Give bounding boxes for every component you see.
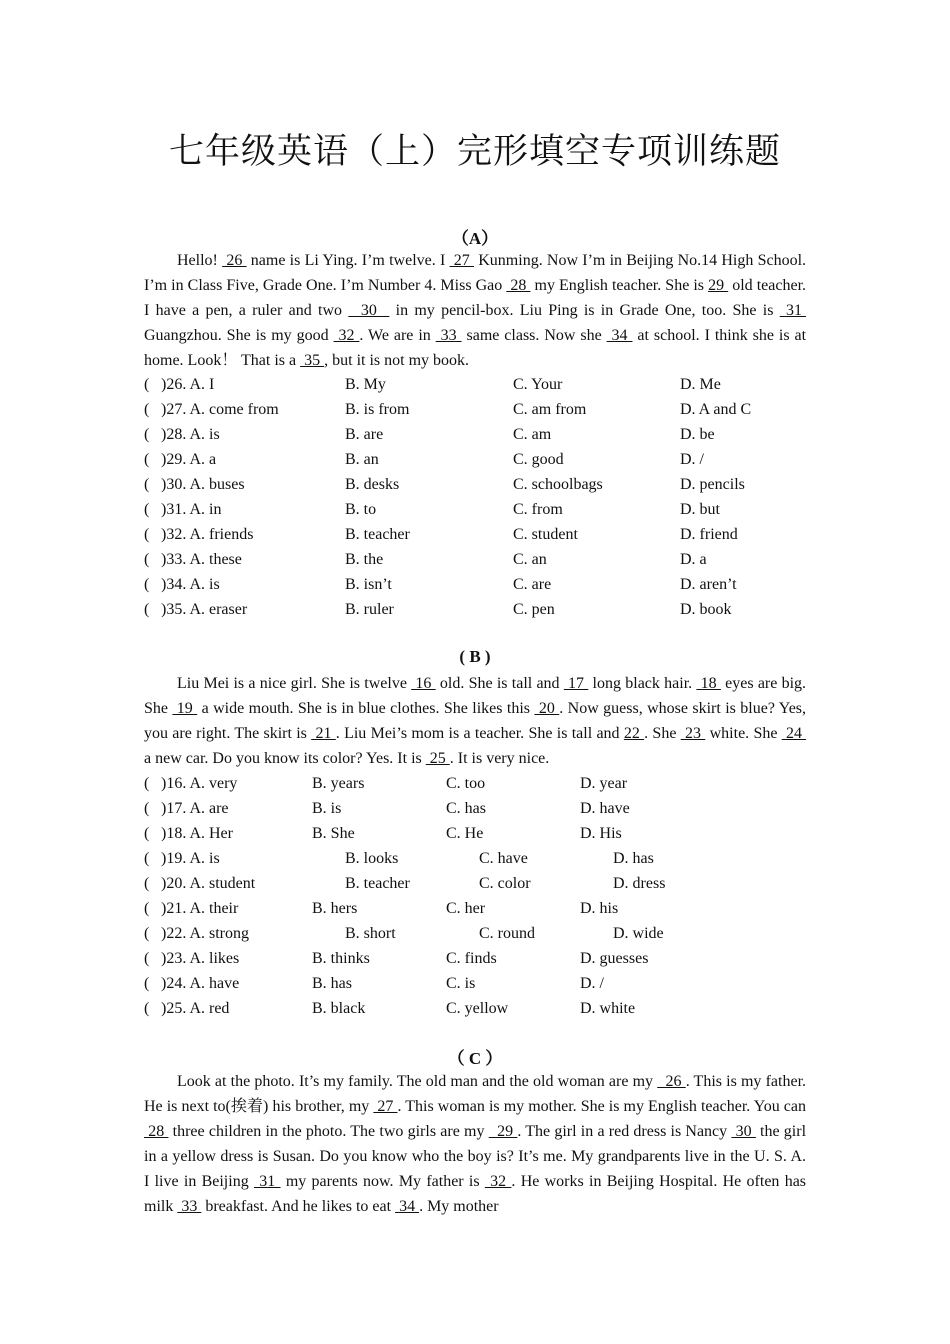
answer-paren: (	[144, 526, 150, 543]
passage-text: same class. Now she	[461, 327, 607, 344]
option-c: C. pen	[513, 601, 555, 618]
answer-blank: 30	[348, 302, 390, 319]
question-row	[144, 522, 806, 547]
answer-blank: 25	[425, 750, 450, 767]
option-b: B. is from	[345, 401, 410, 418]
section-a-passage	[144, 248, 806, 373]
answer-blank: 30	[731, 1123, 756, 1140]
option-d: D. has	[613, 850, 654, 867]
question-row	[144, 871, 806, 896]
option-d: D. friend	[680, 526, 738, 543]
answer-blank: 26	[657, 1073, 686, 1090]
question-row	[144, 971, 806, 996]
option-b: B. short	[345, 925, 396, 942]
option-d: D. aren’t	[680, 576, 737, 593]
section-a-heading: （A）	[451, 229, 499, 248]
passage-text: name is Li Ying. I’m twelve. I	[246, 252, 450, 269]
question-stem: )16. A. very	[161, 775, 238, 792]
answer-blank: 32	[333, 327, 360, 344]
answer-blank: 33	[177, 1198, 202, 1215]
passage-text: in my pencil-box. Liu Ping is in Grade One, too. She is	[389, 302, 780, 319]
answer-blank: 19	[172, 700, 198, 717]
passage-text: Kunming. Now I’m in Beijing No.14 High School. I’m in Class Five, Grade One. I’m Number 4. Miss Gao	[144, 252, 807, 294]
answer-paren: (	[144, 451, 150, 468]
option-b: B. to	[345, 501, 377, 518]
option-c: C. am	[513, 426, 552, 443]
passage-text: . We are in	[359, 327, 436, 344]
question-stem: )22. A. strong	[161, 925, 249, 942]
question-stem: )27. A. come from	[161, 401, 279, 418]
section-a-questions	[144, 372, 806, 622]
answer-blank: 31	[779, 302, 807, 319]
answer-paren: (	[144, 576, 150, 593]
option-c: C. her	[446, 900, 486, 917]
option-b: B. ruler	[345, 601, 394, 618]
option-c: C. am from	[513, 401, 587, 418]
option-b: B. isn’t	[345, 576, 392, 593]
answer-blank: 17	[563, 675, 589, 692]
passage-text: Guangzhou. She is my good	[144, 327, 334, 344]
passage-text: . He works in Beijing Hospital. He often has milk	[144, 1173, 807, 1215]
question-stem: )26. A. I	[161, 376, 215, 393]
passage-text: Hello!	[177, 252, 223, 269]
option-d: D. have	[580, 800, 630, 817]
answer-paren: (	[144, 800, 150, 817]
passage-text: old teacher. I have a pen, a ruler and two	[144, 277, 807, 319]
answer-paren: (	[144, 601, 150, 618]
question-stem: )23. A. likes	[161, 950, 240, 967]
option-b: B. She	[312, 825, 355, 842]
question-stem: )17. A. are	[161, 800, 229, 817]
answer-blank: 23	[680, 725, 706, 742]
passage-text: old. She is tall and	[435, 675, 564, 692]
question-stem: )28. A. is	[161, 426, 220, 443]
option-d: D. Me	[680, 376, 721, 393]
question-row	[144, 422, 806, 447]
question-row	[144, 921, 806, 946]
answer-blank: 27	[373, 1098, 398, 1115]
question-row	[144, 771, 806, 796]
question-stem: )24. A. have	[161, 975, 240, 992]
option-b: B. My	[345, 376, 386, 393]
answer-paren: (	[144, 975, 150, 992]
question-row	[144, 572, 806, 597]
answer-paren: (	[144, 775, 150, 792]
passage-text: . She	[644, 725, 681, 742]
option-d: D. pencils	[680, 476, 745, 493]
option-b: B. desks	[345, 476, 400, 493]
answer-paren: (	[144, 850, 150, 867]
answer-blank: 21	[311, 725, 336, 742]
option-c: C. Your	[513, 376, 563, 393]
option-d: D. be	[680, 426, 715, 443]
answer-blank: 29	[488, 1123, 518, 1140]
question-stem: )19. A. is	[161, 850, 220, 867]
passage-text: . This is my father. He is next to(挨着) his brother, my	[144, 1073, 807, 1115]
option-c: C. good	[513, 451, 564, 468]
question-row	[144, 497, 806, 522]
question-row	[144, 472, 806, 497]
answer-blank: 31	[253, 1173, 281, 1190]
option-c: C. too	[446, 775, 486, 792]
answer-blank: 34	[395, 1198, 420, 1215]
answer-blank: 35	[300, 352, 325, 369]
passage-text: white. She	[705, 725, 782, 742]
question-row	[144, 896, 806, 921]
answer-blank: 24	[781, 725, 807, 742]
passage-text: a new car. Do you know its color? Yes. It is	[144, 750, 426, 767]
passage-text: the girl in a yellow dress is Susan. Do you know who the boy is? It’s me. My grandparents live in the U. S. A. I live in Beijing	[144, 1123, 807, 1190]
option-d: D. a	[680, 551, 707, 568]
answer-blank: 32	[484, 1173, 512, 1190]
passage-text: , but it is not my book.	[324, 352, 470, 369]
answer-blank: 33	[435, 327, 462, 344]
question-stem: )35. A. eraser	[161, 601, 248, 618]
option-b: B. years	[312, 775, 365, 792]
answer-blank: 28	[144, 1123, 169, 1140]
option-b: B. looks	[345, 850, 399, 867]
answer-paren: (	[144, 1000, 150, 1017]
option-d: D. /	[580, 975, 604, 992]
section-b-passage	[144, 671, 806, 771]
question-stem: )33. A. these	[161, 551, 242, 568]
passage-text: long black hair.	[588, 675, 697, 692]
question-row	[144, 946, 806, 971]
answer-paren: (	[144, 551, 150, 568]
option-d: D. book	[680, 601, 732, 618]
answer-paren: (	[144, 825, 150, 842]
answer-paren: (	[144, 426, 150, 443]
question-row	[144, 846, 806, 871]
passage-text: breakfast. And he likes to eat	[201, 1198, 396, 1215]
question-stem: )32. A. friends	[161, 526, 254, 543]
answer-blank: 28	[506, 277, 531, 294]
option-c: C. from	[513, 501, 563, 518]
passage-text: . It is very nice.	[449, 750, 550, 767]
option-d: D. His	[580, 825, 622, 842]
answer-blank: 34	[606, 327, 633, 344]
question-row	[144, 397, 806, 422]
passage-text: Look at the photo. It’s my family. The old man and the old woman are my	[177, 1073, 658, 1090]
answer-paren: (	[144, 501, 150, 518]
answer-blank: 20	[534, 700, 560, 717]
option-b: B. hers	[312, 900, 358, 917]
answer-blank: 22	[623, 725, 645, 742]
option-b: B. the	[345, 551, 384, 568]
option-b: B. is	[312, 800, 342, 817]
answer-paren: (	[144, 401, 150, 418]
option-b: B. thinks	[312, 950, 370, 967]
question-stem: )31. A. in	[161, 501, 222, 518]
option-b: B. black	[312, 1000, 366, 1017]
page-title: 七年级英语（上）完形填空专项训练题	[168, 132, 781, 172]
question-row	[144, 821, 806, 846]
answer-paren: (	[144, 925, 150, 942]
option-d: D. /	[680, 451, 704, 468]
question-stem: )34. A. is	[161, 576, 220, 593]
option-c: C. has	[446, 800, 486, 817]
passage-text: a wide mouth. She is in blue clothes. She likes this	[197, 700, 535, 717]
option-c: C. schoolbags	[513, 476, 603, 493]
option-b: B. teacher	[345, 875, 410, 892]
passage-text: eyes are big. She	[144, 675, 807, 717]
option-c: C. yellow	[446, 1000, 509, 1017]
answer-blank: 18	[696, 675, 721, 692]
option-c: C. He	[446, 825, 484, 842]
option-d: D. white	[580, 1000, 636, 1017]
question-row	[144, 597, 806, 622]
question-row	[144, 796, 806, 821]
option-d: D. guesses	[580, 950, 649, 967]
passage-text: my parents now. My father is	[280, 1173, 485, 1190]
passage-text: at school. I think she is at home. Look！ That is a	[144, 327, 807, 369]
question-stem: )29. A. a	[161, 451, 217, 468]
option-b: B. are	[345, 426, 384, 443]
passage-text: . The girl in a red dress is Nancy	[517, 1123, 732, 1140]
option-d: D. wide	[613, 925, 664, 942]
option-d: D. dress	[613, 875, 666, 892]
passage-text: Liu Mei is a nice girl. She is twelve	[177, 675, 412, 692]
option-c: C. round	[479, 925, 535, 942]
question-row	[144, 447, 806, 472]
question-row	[144, 547, 806, 572]
question-stem: )21. A. their	[161, 900, 239, 917]
option-b: B. teacher	[345, 526, 410, 543]
section-c-passage	[144, 1069, 806, 1219]
section-b-questions	[144, 771, 806, 1021]
passage-text: three children in the photo. The two girls are my	[168, 1123, 489, 1140]
section-c-heading: （ C ）	[447, 1049, 503, 1068]
question-stem: )20. A. student	[161, 875, 256, 892]
question-stem: )25. A. red	[161, 1000, 230, 1017]
option-b: B. an	[345, 451, 379, 468]
passage-text: . This woman is my mother. She is my English teacher. You can	[397, 1098, 806, 1115]
passage-text: . Liu Mei’s mom is a teacher. She is tall and	[335, 725, 624, 742]
option-d: D. but	[680, 501, 720, 518]
passage-text: my English teacher. She is	[530, 277, 709, 294]
option-c: C. have	[479, 850, 528, 867]
passage-text: . My mother	[419, 1198, 499, 1215]
question-row	[144, 372, 806, 397]
answer-paren: (	[144, 376, 150, 393]
section-b-heading: ( B )	[459, 647, 491, 666]
answer-blank: 26	[222, 252, 247, 269]
answer-paren: (	[144, 900, 150, 917]
option-c: C. an	[513, 551, 547, 568]
option-c: C. finds	[446, 950, 497, 967]
passage-text: . Now guess, whose skirt is blue? Yes, you are right. The skirt is	[144, 700, 807, 742]
question-stem: )18. A. Her	[161, 825, 233, 842]
option-d: D. A and C	[680, 401, 752, 418]
answer-blank: 27	[449, 252, 475, 269]
answer-blank: 16	[411, 675, 436, 692]
answer-blank: 29	[708, 277, 729, 294]
question-stem: )30. A. buses	[161, 476, 245, 493]
answer-paren: (	[144, 476, 150, 493]
option-d: D. his	[580, 900, 619, 917]
option-c: C. is	[446, 975, 476, 992]
question-row	[144, 996, 806, 1021]
option-c: C. student	[513, 526, 578, 543]
answer-paren: (	[144, 950, 150, 967]
answer-paren: (	[144, 875, 150, 892]
option-c: C. color	[479, 875, 531, 892]
option-c: C. are	[513, 576, 552, 593]
option-b: B. has	[312, 975, 352, 992]
option-d: D. year	[580, 775, 628, 792]
